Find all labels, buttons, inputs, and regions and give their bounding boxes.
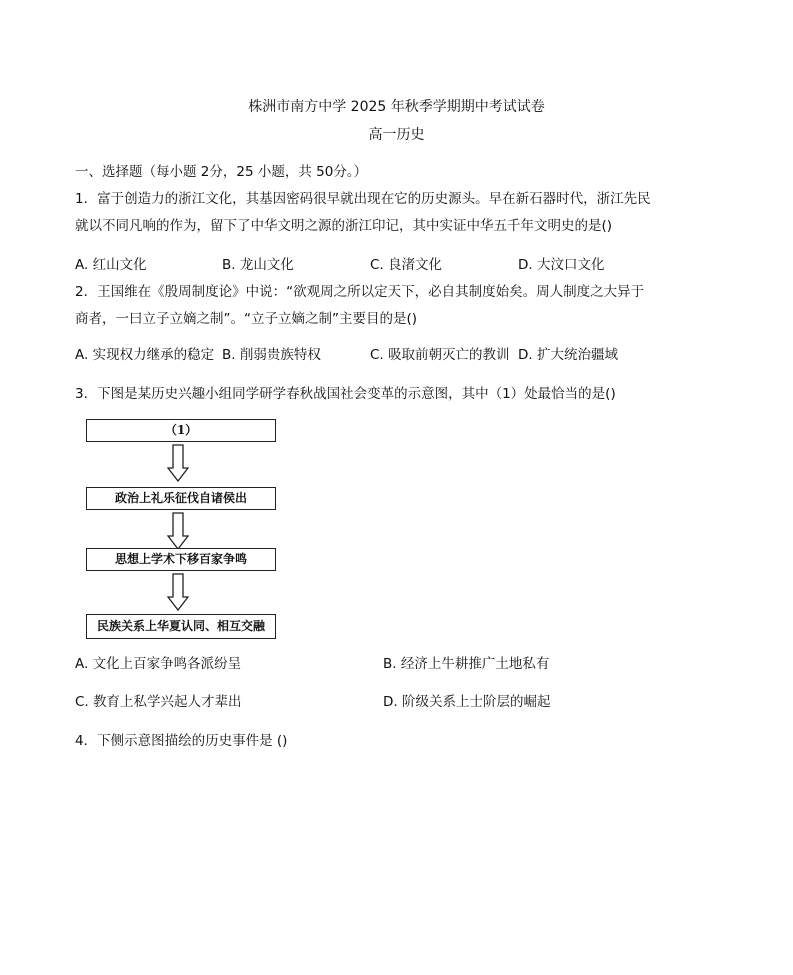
question-1-option-a: A. 红山文化	[75, 257, 147, 273]
question-1-stem-line1: 1．富于创造力的浙江文化，其基因密码很早就出现在它的历史源头。早在新石器时代，浙江先民	[75, 191, 651, 207]
flow-box-1: （1）	[86, 419, 276, 442]
section-heading: 一、选择题（每小题 2分，25 小题，共 50分。）	[75, 164, 368, 180]
question-2-option-d: D. 扩大统治疆域	[518, 347, 618, 363]
exam-subject: 高一历史	[368, 127, 425, 143]
question-3-option-d: D. 阶级关系上士阶层的崛起	[383, 694, 551, 710]
question-1-stem-line2: 就以不同凡响的作为，留下了中华文明之源的浙江印记，其中实证中华五千年文明史的是()	[75, 218, 613, 234]
flow-box-4: 民族关系上华夏认同、相互交融	[86, 614, 276, 639]
question-2-option-a: A. 实现权力继承的稳定	[75, 347, 215, 363]
question-2-stem-line1: 2．王国维在《殷周制度论》中说：“欲观周之所以定天下，必自其制度始矣。周人制度之大异于	[75, 284, 645, 300]
question-3-option-b: B. 经济上牛耕推广土地私有	[383, 656, 550, 672]
question-1-option-c: C. 良渚文化	[370, 257, 443, 273]
question-3-option-c: C. 教育上私学兴起人才辈出	[75, 694, 242, 710]
question-3-stem-line1: 3．下图是某历史兴趣小组同学研学春秋战国社会变革的示意图，其中（1）处最恰当的是()	[75, 386, 616, 402]
question-1-option-b: B. 龙山文化	[222, 257, 294, 273]
question-1-option-d: D. 大汶口文化	[518, 257, 605, 273]
down-arrow-icon	[167, 512, 189, 550]
down-arrow-icon	[167, 573, 189, 611]
question-3-option-a: A. 文化上百家争鸣各派纷呈	[75, 656, 242, 672]
question-4-stem-line1: 4．下侧示意图描绘的历史事件是 ()	[75, 733, 288, 749]
question-2-option-c: C. 吸取前朝灭亡的教训	[370, 347, 510, 363]
down-arrow-icon	[167, 444, 189, 482]
exam-title: 株洲市南方中学 2025 年秋季学期期中考试试卷	[248, 99, 545, 115]
question-2-stem-line2: 商者，一曰立子立嫡之制”。“立子立嫡之制”主要目的是()	[75, 311, 418, 327]
question-2-option-b: B. 削弱贵族特权	[222, 347, 321, 363]
flow-box-3: 思想上学术下移百家争鸣	[86, 548, 276, 571]
flow-box-2: 政治上礼乐征伐自诸侯出	[86, 487, 276, 510]
